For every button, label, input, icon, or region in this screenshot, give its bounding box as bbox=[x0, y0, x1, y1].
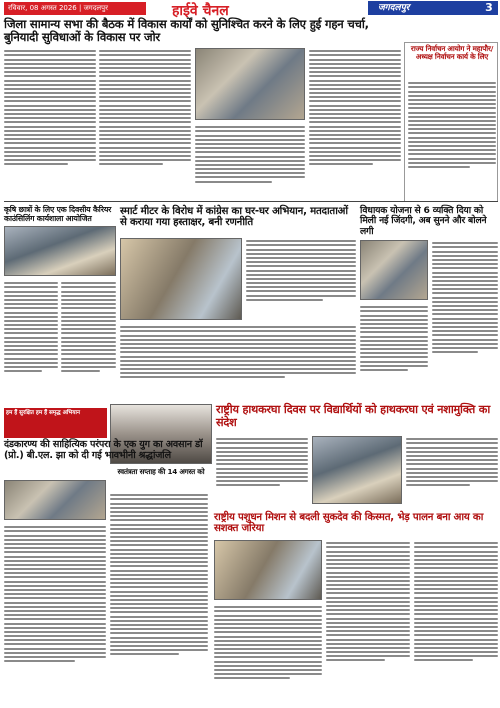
lead-body-col4 bbox=[309, 48, 401, 198]
story4-body-col2 bbox=[360, 304, 428, 400]
lead-headline: जिला सामान्य सभा की बैठक में विकास कार्यों को सुनिश्चित करने के लिए हुई गहन चर्चा, बुनियादी सुविधाओं के विकास पर जोर bbox=[4, 17, 369, 44]
story7-photo bbox=[214, 540, 322, 600]
story4-body-col1 bbox=[432, 240, 498, 400]
story7-body-col3 bbox=[414, 540, 498, 706]
story2-photo bbox=[4, 226, 116, 276]
section-title: हाईवे चैनल bbox=[172, 3, 229, 19]
date-line: रविवार, 08 अगस्त 2026 | जगदलपुर bbox=[4, 2, 146, 15]
story3-body-col2 bbox=[120, 324, 356, 400]
story3-photo bbox=[120, 238, 242, 320]
lead-photo bbox=[195, 48, 305, 120]
story6-headline: दंडकारण्य की साहित्यिक परंपरा के एक युग का अवसान डॉ (प्रो.) बी.एल. झा को दी गई भावभीनी श्रद्धांजलि bbox=[4, 439, 203, 461]
lead-body-col3 bbox=[195, 124, 305, 198]
story4-photo bbox=[360, 240, 428, 300]
campaign-ribbon: हम हैं सुरक्षित हम हैं समृद्ध अभियान bbox=[4, 408, 107, 438]
side-box-headline: राज्य निर्वाचन आयोग ने महापौर/अध्यक्ष निर्वाचन कार्य के लिए bbox=[410, 44, 494, 62]
lead-body-col1 bbox=[4, 48, 96, 198]
divider bbox=[4, 201, 498, 202]
small-box-headline: स्वतंत्रता सप्ताह की 14 अगस्त को bbox=[117, 467, 205, 476]
story5-photo2 bbox=[312, 436, 402, 504]
story5-headline: राष्ट्रीय हाथकरघा दिवस पर विद्यार्थियों को हाथकरघा एवं नशामुक्ति का संदेश bbox=[216, 403, 491, 429]
story2-body-col2 bbox=[61, 280, 116, 400]
story7-body-col2 bbox=[326, 540, 410, 706]
story2-headline: कृषि छात्रों के लिए एक दिवसीय कैरियर काउंसिलिंग कार्यशाला आयोजित bbox=[4, 205, 112, 223]
story4-headline: विधायक योजना से 6 व्यक्ति दिया को मिली नई जिंदगी, अब सुनने और बोलने लगी bbox=[360, 205, 487, 237]
story5-body-col2 bbox=[406, 436, 498, 506]
story6-body-col2 bbox=[110, 492, 208, 706]
city-banner: जगदलपुर bbox=[368, 1, 480, 15]
story5-body-col1 bbox=[216, 436, 308, 506]
story7-headline: राष्ट्रीय पशुधन मिशन से बदली सुकदेव की किस्मत, भेड़ पालन बना आय का सशक्त जरिया bbox=[214, 512, 484, 535]
story6-photo bbox=[4, 480, 106, 520]
story2-body-col1 bbox=[4, 280, 58, 400]
story6-body-col1 bbox=[4, 524, 106, 706]
story3-headline: स्मार्ट मीटर के विरोध में कांग्रेस का घर-घर अभियान, मतदाताओं से कराया गया हस्ताक्षर, बनी रणनीति bbox=[120, 206, 348, 229]
lead-body-col2 bbox=[99, 48, 191, 198]
story3-body-col1 bbox=[246, 238, 356, 320]
side-box-body bbox=[408, 80, 496, 198]
page-number: 3 bbox=[480, 1, 498, 15]
story7-body-col1 bbox=[214, 604, 322, 706]
